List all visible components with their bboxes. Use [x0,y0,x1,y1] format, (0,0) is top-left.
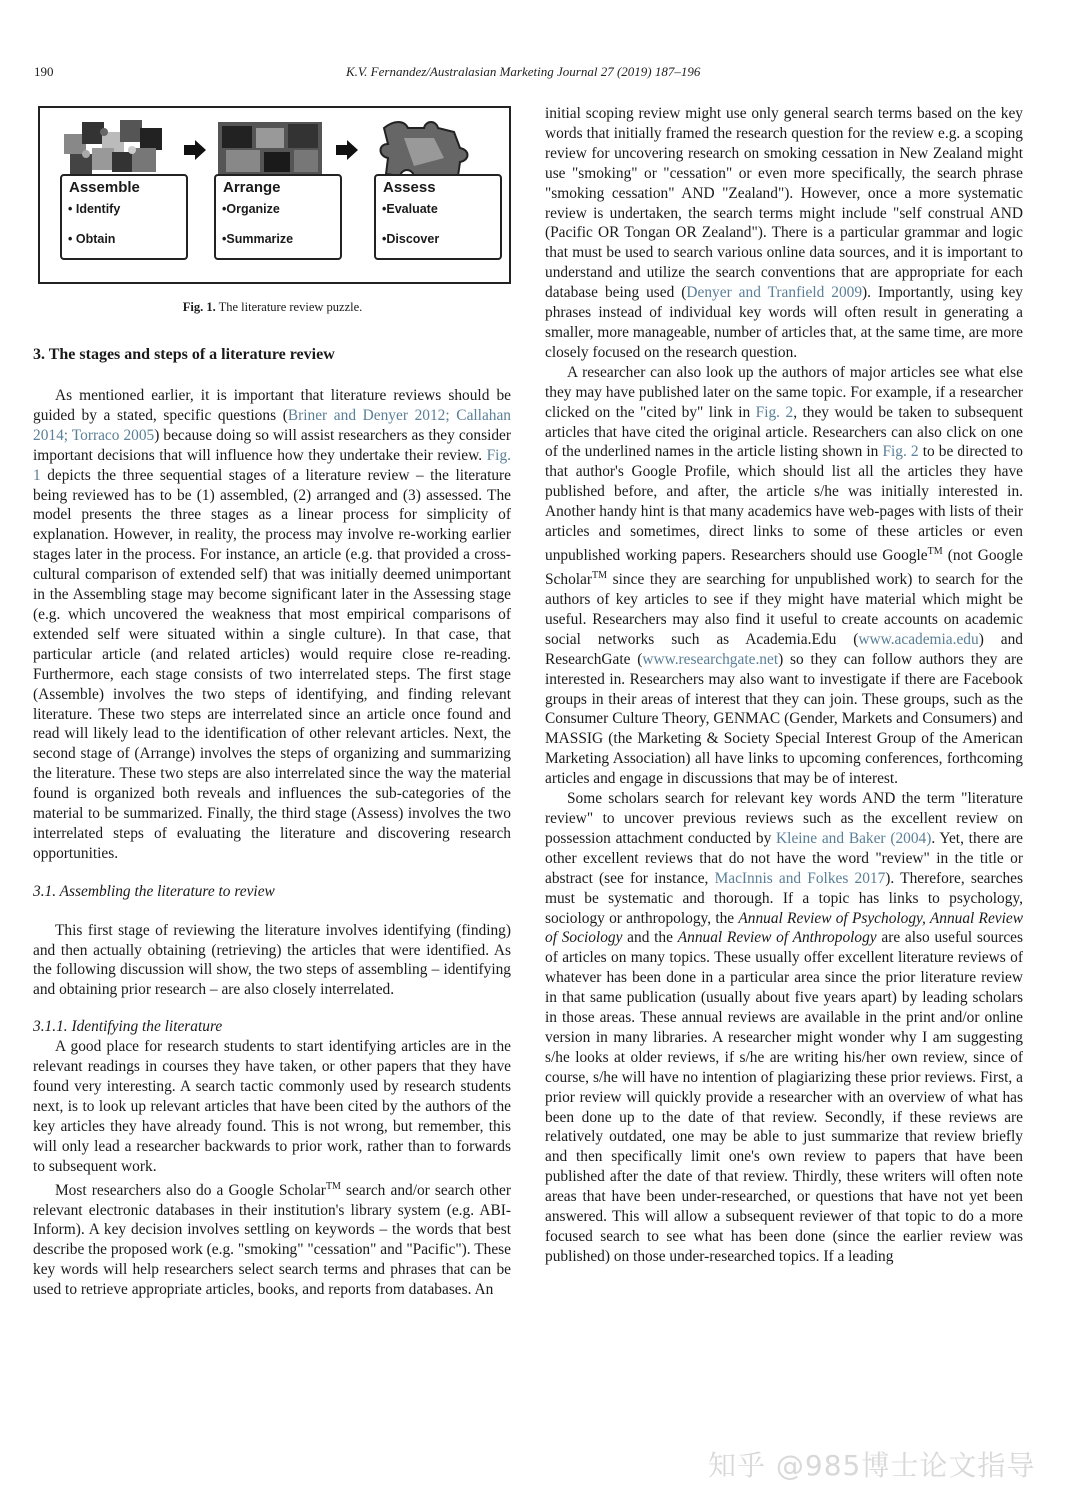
text-run: ). Importantly, using key phrases instead of individual key words will often result in generating a smaller, more manageable, number of articles that, at the same time, are more closely focused on the research question. [545,284,1024,361]
text-run: As mentioned earlier, it is important that literature reviews should be guided by a stated, specific questions ( [33,387,511,424]
academia-link[interactable]: www.academia.edu [858,630,979,648]
paragraph [545,104,1023,363]
text-run: Some scholars search for relevant key words AND the term "literature review" to uncover previous reviews such as the excellent review on possession attachment conducted by [545,790,1023,847]
stage-assemble-box [60,174,188,260]
puzzle-piece-image [374,118,484,180]
text-run: . Yet, there are other excellent reviews that do not have the word "review" in the title or abstract (see for instance, [545,829,1023,887]
right-arrow-icon [184,140,206,160]
paragraph: This first stage of reviewing the literature involves identifying (finding) and then actually obtaining (retrieving) the articles that were identified. As the following discussion will show, the two steps of assembling – identifying and obtaining prior research – are also closely interrelated. [33,921,511,999]
text-run: depicts the three sequential stages of a literature review – the literature being reviewed has to be (1) assembled, (2) arranged and (3) assessed. The model presents the three stages as a linear process for simplicity of explanation. However, in reality, the process may involve re-working earlier stages later in the process. For instance, an article (e.g. that provided a cross-cultural comparison of extended self) that was initially deemed unimportant in the Assembling stage may become significant later in the Assessing stage (e.g. which uncovered the weakness that most empirical comparisons of extended self were situated within a single culture). In that case, that particular article (and related articles) would require close re-reading. Furthermore, each stage consists of two interrelated steps. The first stage (Assemble) involves the two steps of identifying, and finding relevant literature. These two steps are interrelated since an article once found and read will likely lead to the identification of other relevant articles. Next, the second stage of (Arrange) involves the steps of organizing and summarizing the literature. These two steps are also interrelated since the way the material found is organized both reveals and influences the sub-categories of the material to be summarized. Finally, the third stage (Assess) involves the two interrelated steps of evaluating the literature and discovering research opportunities. [33,466,511,862]
trademark-sup: TM [927,545,943,557]
citation-link[interactable]: Kleine and Baker (2004) [776,829,932,847]
figure-link[interactable]: Fig. 2 [755,403,794,421]
text-run: since they are searching for unpublished work) to search for the authors of key articles to see if they might have material which might be useful. Researchers may also find it useful to create accounts on academic social networks such as Academia.Edu ( [545,571,1023,648]
puzzle-pieces-scattered-image [62,118,172,180]
researchgate-link[interactable]: www.researchgate.net [642,650,779,668]
text-run: ) so they can follow authors they are interested in. Researchers may also want to investigate if there are Facebook groups in their areas of interest that they can join. These groups, such as the Consumer Culture Theory, GENMAC (Gender, Markets and Consumers) and MASSIG (the Marketing & Society Special Interest Group of the American Marketing Association) all have links to upcoming conferences, forthcoming articles and engage in discussions that may be of interest. [545,650,1023,788]
text-run: ). Therefore, searches must be systematic and thorough. If a topic has links to psychology, sociology or anthropology, the [545,869,1023,927]
text-run: initial scoping review might use only general search terms based on the key words that initially framed the research question for the review e.g. a scoping review for uncovering research on smoking cessation in New Zealand might use "smoking" or "cessation" or even more specifically, the search phrase "smoking cessation" AND "Zealand"). However, once a more systematic review is undertaken, the search terms might include "self construal AND (Pacific OR Tongan OR Zealand"). There is a particular grammar and logic that must be used to search various online data sources, and it is important to understand and utilize the search conventions that are appropriate for each database being used ( [545,105,1023,302]
text-run: Most researchers also do a Google Scholar [55,1181,326,1199]
text-run: are also useful sources of articles on many topics. These usually offer excellent literature reviews of whatever has been done in a particular area since the prior literature review in that same publication (usually about five years apart) by leading scholars in those areas. These annual reviews are available in the print and/or online version in many libraries. A researcher might wonder why I am suggesting s/he looks at older reviews, if s/he are writing his/her own review, since of course, s/he will have no intention of plagiarizing these prior reviews. First, a prior review will quickly provide a researcher with an overview of what has been done up to the date of that review. Secondly, if these reviews are relatively outdated, one may be able to just summarize that review briefly and then specifically limit one's own review to papers that have been published after the date of that review. Thirdly, these writers will often note areas that have been under-researched, or questions that have not yet been answered. This will allow a subsequent reviewer of that topic to do a more focused search to see what has been done (since the earlier review was published) on those under-researched topics. If a leading [545,929,1023,1265]
left-column [33,386,511,1300]
text-run: (not Google Scholar [545,547,1024,589]
running-title: K.V. Fernandez/Australasian Marketing Journal 27 (2019) 187–196 [346,64,701,79]
subsubsection-heading: 3.1.1. Identifying the literature [33,1018,223,1036]
stage-step: •Discover [382,232,440,246]
text-run: ) because doing so will assist researchers as they consider important decisions that will influence how they undertake their review. [33,426,511,464]
citation-link[interactable]: Denyer and Tranfield 2009 [686,284,863,302]
section-heading: 3. The stages and steps of a literature review [33,346,335,363]
journal-title: Annual Review of Anthropology [677,929,877,947]
paragraph [545,789,1023,1267]
stage-title: Arrange [223,179,281,196]
stage-assess-box [374,174,502,260]
text-run: ) and ResearchGate ( [545,630,1023,668]
trademark-sup: TM [592,569,608,581]
text-run: to be directed to that author's Google Profile, which should list all the articles they have published before, and after, the article s/he was initially interested in. Another handy hint is that many academics have web-pages with lists of their articles and sometimes, direct links to some of these articles or even unpublished working papers. Researchers should use Google [545,443,1024,565]
stage-title: Assemble [69,179,140,196]
page-number: 190 [34,64,54,79]
stage-step: •Summarize [222,232,294,246]
right-arrow-icon [336,140,358,160]
paragraph [33,1177,511,1301]
stage-step: •Evaluate [382,202,438,216]
journal-title: Annual Review of Psychology, Annual Review of Sociology [545,909,1023,947]
subsection-heading: 3.1. Assembling the literature to review [33,882,275,900]
figure-link[interactable]: Fig. 1 [33,446,511,484]
paragraph [33,386,511,864]
citation-link[interactable]: MacInnis and Folkes 2017 [714,869,886,887]
figure-link[interactable]: Fig. 2 [882,443,919,461]
watermark: 知乎 @985博士论文指导 [708,1449,1036,1482]
puzzle-assembled-image [216,118,326,180]
stage-title: Assess [383,179,436,196]
paragraph [545,363,1023,789]
figure-caption-text: The literature review puzzle. [215,300,363,314]
text-run: search and/or search other relevant electronic databases in their institution's library system (e.g. ABI-Inform). A key decision involves settling on keywords – the words that best describe the proposed work (e.g. "smoking" "cessation" and "Pacific"). These key words will help researchers select search terms and phrases that can be used to retrieve appropriate articles, books, and reports from databases. An [33,1181,511,1299]
text-run: A researcher can also look up the authors of major articles see what else they may have published later on the same topic. For example, if a researcher clicked on the "cited by" link in [545,363,1023,421]
figure-caption [0,300,545,315]
right-column [545,104,1023,1267]
trademark-sup: TM [325,1180,341,1192]
citation-link[interactable]: Briner and Denyer 2012; Callahan 2014; Torraco 2005 [33,406,512,444]
figure-caption-label: Fig. 1. [182,300,216,314]
paragraph: A good place for research students to start identifying articles are in the relevant readings in courses they have taken, or other papers that they have found very interesting. A search tactic commonly used by research students next, is to look up relevant articles that have been cited by the authors of the key articles they have already found. This is not wrong, but remember, this will only lead a researcher backwards to prior work, rather than to forwards to subsequent work. [33,1038,511,1175]
stage-arrange-box [214,174,342,260]
stage-step: •Organize [222,202,280,216]
stage-step: • Obtain [68,232,116,246]
text-run: and the [622,929,678,947]
text-run: , they would be taken to subsequent articles that have cited the original article. Researchers can also click on one of the underlined names in the article listing shown in [545,403,1023,461]
stage-step: • Identify [68,202,121,216]
